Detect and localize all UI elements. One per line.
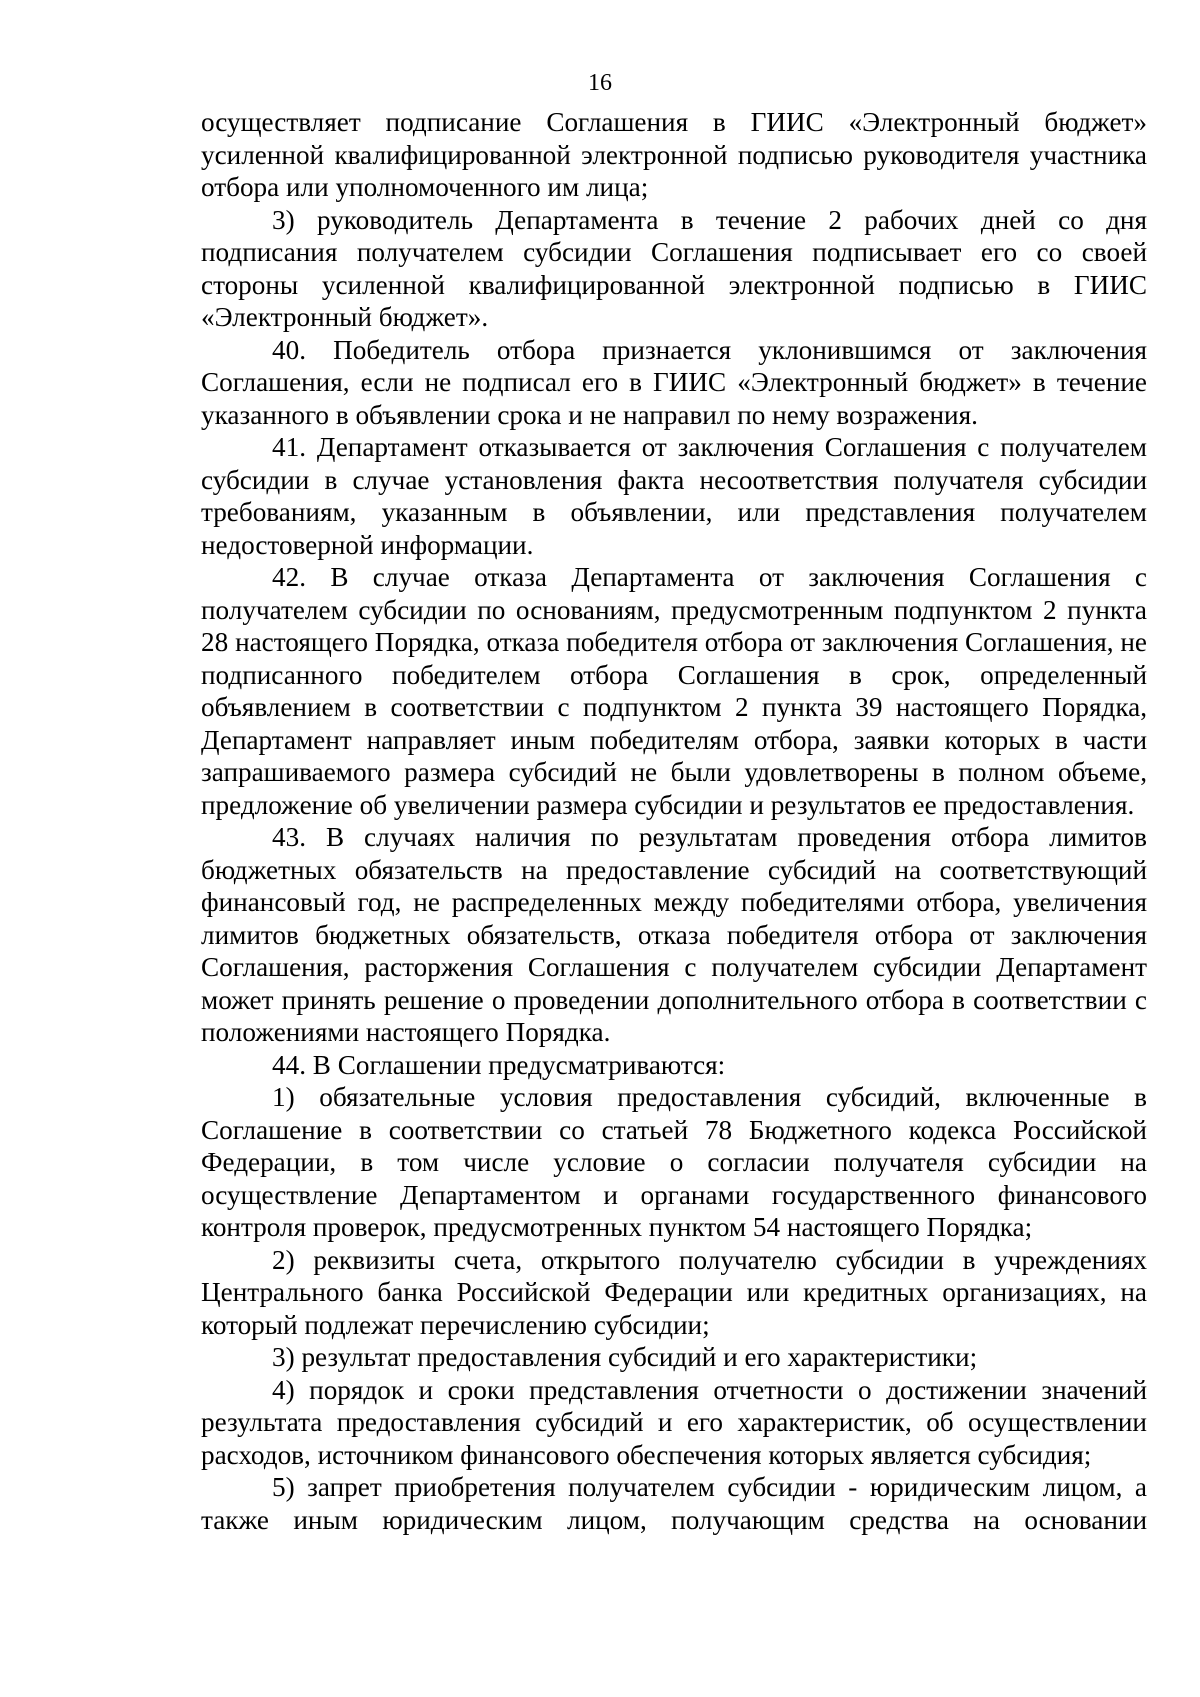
paragraph-44-item-3: 3) результат предоставления субсидий и его характеристики; <box>272 1342 978 1372</box>
paragraph-44-item-1: 1) обязательные условия предоставления субсидий, включенные в Соглашение в соответствии со статьей 78 Бюджетного кодекса Российской Федерации, в том числе условие о согласии получателя субсидии на осуществление Департаментом и органами государственного финансового контроля проверок, предусмотренных пунктом 54 настоящего Порядка; <box>201 1082 1147 1242</box>
paragraph-44-agreement-terms: 44. В Соглашении предусматриваются: <box>272 1049 726 1080</box>
paragraph-44-item-2: 2) реквизиты счета, открытого получателю субсидии в учреждениях Центрального банка Российской Федерации или кредитных организациях, на который подлежат перечислению субсидии; <box>201 1244 1147 1340</box>
document-body <box>201 106 1147 1536</box>
paragraph-44-item-4: 4) порядок и сроки представления отчетности о достижении значений результата предоставления субсидий и его характеристик, об осуществлении расходов, источником финансового обеспечения которых является субсидия; <box>201 1374 1147 1470</box>
paragraph-item-3-head-signature: 3) руководитель Департамента в течение 2 рабочих дней со дня подписания получателем субсидии Соглашения подписывает его со своей стороны усиленной квалифицированной электронной подписью в ГИИС «Электронный бюджет». <box>201 204 1147 332</box>
paragraph-43-additional-selection: 43. В случаях наличия по результатам проведения отбора лимитов бюджетных обязательств на предоставление субсидий на соответствующий финансовый год, не распределенных между победителями отбора, увеличения лимитов бюджетных обязательств, отказа победителя отбора от заключения Соглашения, расторжения Соглашения с получателем субсидии Департамент может принять решение о проведении дополнительного отбора в соответствии с положениями настоящего Порядка. <box>201 822 1147 1047</box>
paragraph-continuation: осуществляет подписание Соглашения в ГИИС «Электронный бюджет» усиленной квалифицированной электронной подписью руководителя участника отбора или уполномоченного им лица; <box>201 107 1147 202</box>
paragraph-44-item-5: 5) запрет приобретения получателем субсидии - юридическим лицом, а также иным юридическим лицом, получающим средства на основании <box>201 1472 1147 1535</box>
paragraph-42-refusal-case: 42. В случае отказа Департамента от заключения Соглашения с получателем субсидии по основаниям, предусмотренным подпунктом 2 пункта 28 настоящего Порядка, отказа победителя отбора от заключения Соглашения, не подписанного победителем отбора Соглашения в срок, определенный объявлением в соответствии с подпунктом 2 пункта 39 настоящего Порядка, Департамент направляет иным победителям отбора, заявки которых в части запрашиваемого размера субсидий не были удовлетворены в полном объеме, предложение об увеличении размера субсидии и результатов ее предоставления. <box>201 562 1147 820</box>
paragraph-40-evasion: 40. Победитель отбора признается уклонившимся от заключения Соглашения, если не подписал его в ГИИС «Электронный бюджет» в течение указанного в объявлении срока и не направил по нему возражения. <box>201 334 1147 430</box>
paragraph-41-refusal: 41. Департамент отказывается от заключения Соглашения с получателем субсидии в случае установления факта несоответствия получателя субсидии требованиям, указанным в объявлении, или представления получателем недостоверной информации. <box>201 432 1147 560</box>
page-number: 16 <box>588 70 612 96</box>
